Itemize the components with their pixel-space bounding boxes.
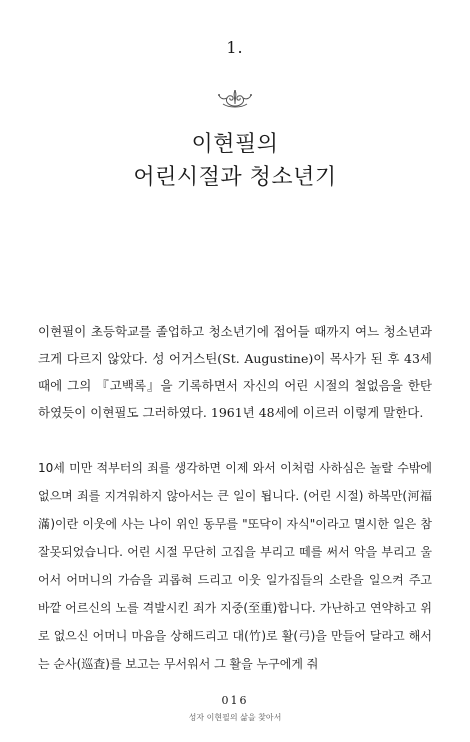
running-footer: 성자 이현필의 삶을 찾아서 — [188, 713, 282, 722]
chapter-title-line-2: 어린시절과 청소년기 — [133, 165, 337, 190]
body-paragraph: 이현필이 초등학교를 졸업하고 청소년기에 접어들 때까지 여느 청소년과 크게 다르지 않았다. 성 어거스틴(St. Augustine)이 목사가 된 후 43세 때에 그의 『고백록』을 기록하면서 자신의 어린 시절의 철없음을 한탄하였듯이 이현필도 그러하였다. 1961년 48세에 이르러 이렇게 말한다. — [38, 324, 432, 420]
quoted-paragraph: 10세 미만 적부터의 죄를 생각하면 이제 와서 이처럼 사하심은 놀랄 수밖에 없으며 죄를 지겨워하지 않아서는 큰 일이 됩니다. (어린 시절) 하복만(河福滿)이란 이웃에 사는 나이 위인 동무를 "또닥이 자식"이라고 멸시한 일은 참 잘못되었습니다. 어린 시절 무단히 고집을 부리고 떼를 써서 악을 부리고 울어서 어머니의 가슴을 괴롭혀 드리고 이웃 일가집들의 소란을 일으켜 주고 바깥 어르신의 노를 격발시킨 죄가 지중(至重)합니다. 가난하고 연약하고 위로 없으신 어머니 마음을 상해드리고 대(竹)로 활(弓)을 만들어 달라고 해서는 순사(巡査)를 보고는 무서워서 그 활을 누구에게 줘 — [38, 461, 432, 671]
chapter-title — [0, 128, 470, 194]
floral-ornament-icon — [215, 88, 255, 110]
chapter-number: 1. — [226, 38, 244, 57]
page-number: 016 — [221, 694, 249, 707]
chapter-title-line-1: 이현필의 — [191, 132, 279, 157]
